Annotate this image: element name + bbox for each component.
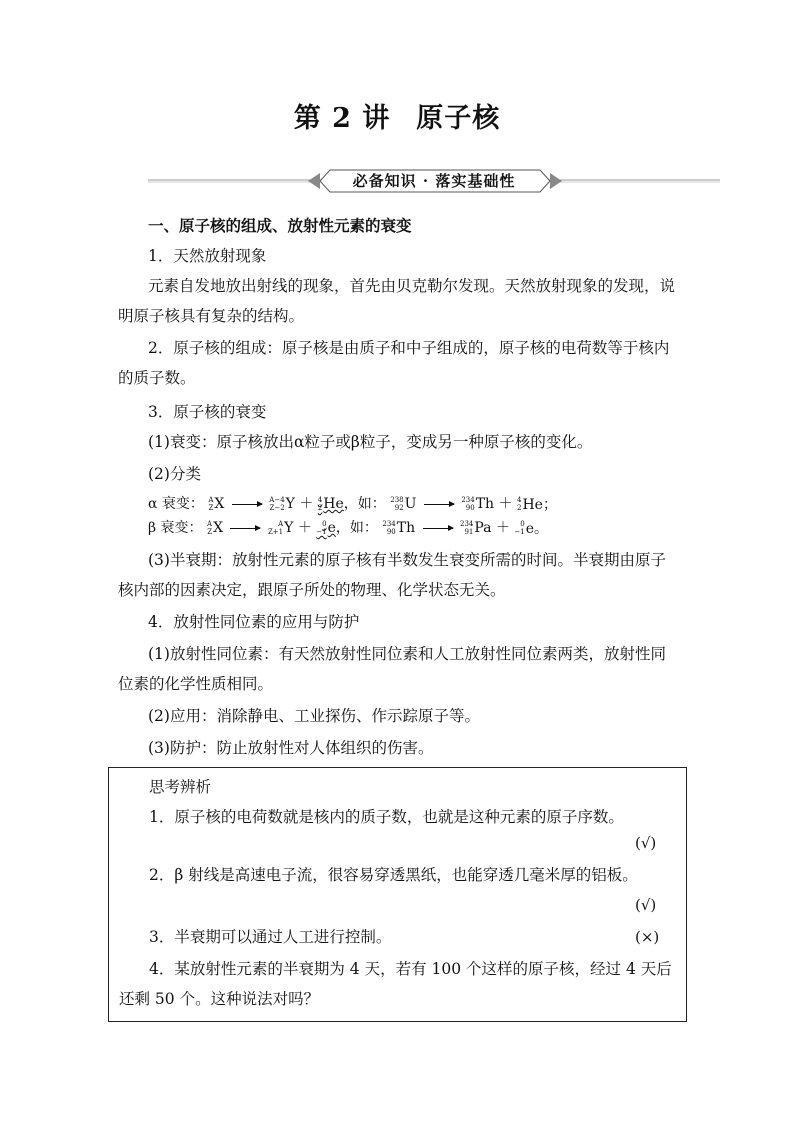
alpha-label: α 衰变： [148,496,204,512]
item3-half-life: (3)半衰期：放射性元素的原子核有半数发生衰变所需的时间。半衰期由原子核内部的因素决定，跟原子所处的物理、化学状态无关。 [118,551,666,599]
arrow-icon [230,528,260,529]
think-discriminate-box [108,767,687,1022]
nuclide: A Z+1 Y [267,520,294,536]
question-3: 3．半衰期可以通过人工进行控制。 [149,928,392,946]
item4-protection: (3)防护：防止放射性对人体组织的伤害。 [148,739,434,757]
item1-body: 元素自发地放出射线的现象，首先由贝克勒尔发现。天然放射现象的发现，说明原子核具有复杂的结构。 [118,277,676,325]
item4-title: 4．放射性同位素的应用与防护 [148,613,360,631]
nuclide: A−4 Z−2 Y [269,496,295,512]
nuclide: 4 2 He； [516,496,557,513]
question-1: 1．原子核的电荷数就是核内的质子数，也就是这种元素的原子序数。 [149,808,624,826]
page-title [0,96,794,135]
answer-3: (×) [635,928,660,946]
arrow-icon [424,504,454,505]
nuclide: A Z X [207,520,224,536]
nuclide: 234 90 Th [461,496,495,512]
item3-decay: (1)衰变：原子核放出α粒子或β粒子，变成另一种原子核的变化。 [148,433,593,451]
nuclide: 234 91 Pa [460,520,492,536]
question-4: 4．某放射性元素的半衰期为 4 天，若有 100 个这样的原子核，经过 4 天后还剩 50 个。这种说法对吗？ [119,960,672,1008]
nuclide: 4 2 He [317,496,344,512]
section-heading: 一、原子核的组成、放射性元素的衰变 [148,216,412,235]
lesson-name: 原子核 [416,103,501,134]
item2-text: 2．原子核的组成：原子核是由质子和中子组成的，原子核的电荷数等于核内的质子数。 [118,339,670,387]
alpha-decay-formula: α 衰变： A Z X A−4 Z−2 Y ＋ 4 2 He ，如： 238 92 U 234 90 Th ＋ 4 2 He； [148,496,557,513]
nuclide: 0 −1 e [316,520,336,536]
arrow-icon [423,528,453,529]
item1-title: 1．天然放射现象 [148,247,267,265]
section-banner [148,168,720,194]
answer-2: (√) [635,896,657,914]
lesson-number: 第 2 讲 [293,103,391,134]
item4-isotopes: (1)放射性同位素：有天然放射性同位素和人工放射性同位素两类，放射性同位素的化学性质相同。 [118,645,666,693]
box-heading: 思考辨析 [149,778,212,796]
banner-text: 必备知识 · 落实基础性 [352,172,516,190]
item3-title: 3．原子核的衰变 [148,403,267,421]
answer-1: (√) [635,834,657,852]
beta-label: β 衰变： [148,520,203,536]
nuclide: 234 90 Th [382,520,416,536]
nuclide: 238 92 U [390,496,417,512]
nuclide: A Z X [208,496,225,512]
beta-decay-formula: β 衰变： A Z X A Z+1 Y ＋ 0 −1 e ，如： 234 90 Th 234 91 Pa ＋ 0 −1 e。 [148,520,549,537]
question-2: 2．β 射线是高速电子流，很容易穿透黑纸，也能穿透几毫米厚的铝板。 [149,866,638,884]
item4-applications: (2)应用：消除静电、工业探伤、作示踪原子等。 [148,707,480,725]
arrow-icon [232,504,262,505]
nuclide: 0 −1 e。 [514,520,549,537]
item3-classification: (2)分类 [148,465,201,483]
